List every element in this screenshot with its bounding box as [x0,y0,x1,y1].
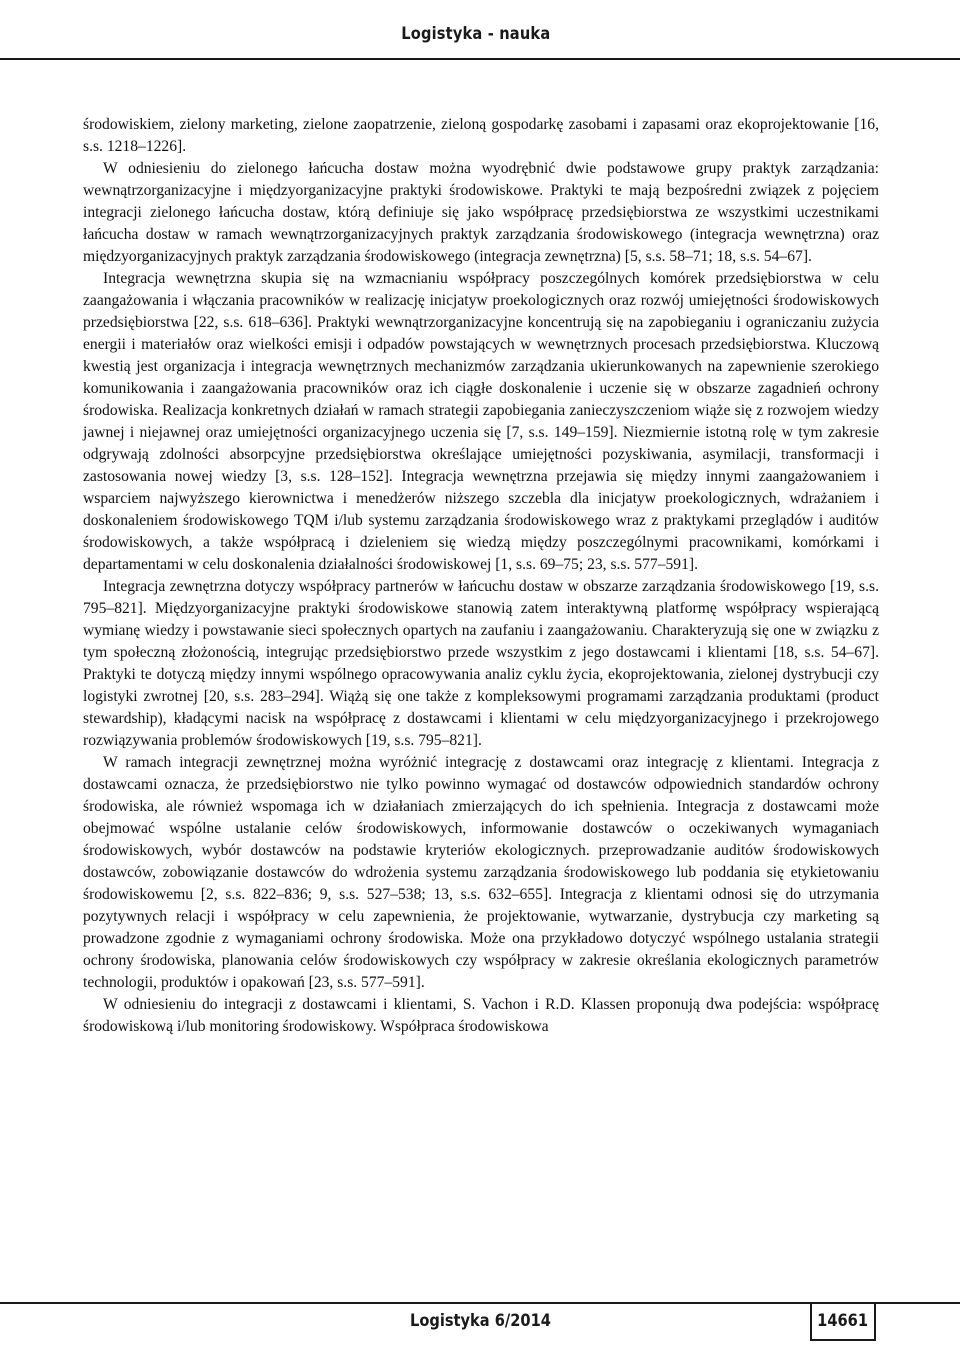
paragraph: W odniesieniu do zielonego łańcucha dostaw można wyodrębnić dwie podstawowe grupy praktyk zarządzania: wewnątrzorganizacyjne i międzyorganizacyjne praktyki środowiskowe. Praktyki te mają bezpośredni związek z pojęciem integracji zielonego łańcucha dostaw, którą definiuje się jako współpracę przedsiębiorstwa ze wszystkimi uczestnikami łańcucha dostaw w ramach wewnątrzorganizacyjnych praktyk zarządzania środowiskowego (integracja wewnętrzna) oraz międzyorganizacyjnych praktyk zarządzania środowiskowego (integracja zewnętrzna) [5, s.s. 58–71; 18, s.s. 54–67]. [83,160,879,265]
page-number: 14661 [817,1311,869,1331]
paragraph: Integracja wewnętrzna skupia się na wzmacnianiu współpracy poszczególnych komórek przedsiębiorstwa w celu zaangażowania i włączania pracowników w realizację inicjatyw proekologicznych oraz rozwój umiejętności środowiskowych przedsiębiorstwa [22, s.s. 618–636]. Praktyki wewnątrzorganizacyjne koncentrują się na zapobieganiu i ograniczaniu zużycia energii i materiałów oraz wielkości emisji i odpadów powstających w wewnętrznych procesach przedsiębiorstwa. Kluczową kwestią jest organizacja i integracja wewnętrznych mechanizmów zarządzania ukierunkowanych na zapewnienie szerokiego komunikowania i zaangażowania pracowników oraz ich ciągłe doskonalenie i uczenie się w obszarze zagadnień ochrony środowiska. Realizacja konkretnych działań w ramach strategii zapobiegania zanieczyszczeniom wiąże się z rozwojem wiedzy jawnej i niejawnej oraz umiejętności organizacyjnego uczenia się [7, s.s. 149–159]. Niezmiernie istotną rolę w tym zakresie odgrywają zdolności absorpcyjne przedsiębiorstwa określające umiejętności pozyskiwania, asymilacji, transformacji i zastosowania nowej wiedzy [3, s.s. 128–152]. Integracja wewnętrzna przejawia się między innymi zaangażowaniem i wsparciem najwyższego kierownictwa i menedżerów niższego szczebla dla inicjatyw proekologicznych, wdrażaniem i doskonaleniem środowiskowego TQM i/lub systemu zarządzania środowiskowego wraz z praktykami przeglądów i auditów środowiskowych, a także współpracą i dzieleniem się wiedzą między poszczególnymi pracownikami, komórkami i departamentami w celu doskonalenia działalności środowiskowej [1, s.s. 69–75; 23, s.s. 577–591]. [83,270,879,573]
footer-journal-issue: Logistyka 6/2014 [410,1311,551,1331]
paragraph: W odniesieniu do integracji z dostawcami i klientami, S. Vachon i R.D. Klassen proponują dwa podejścia: współpracę środowiskową i/lub monitoring środowiskowy. Współpraca środowiskowa [83,996,879,1035]
paragraph: środowiskiem, zielony marketing, zielone zaopatrzenie, zieloną gospodarkę zasobami i zapasami oraz ekoprojektowanie [16, s.s. 1218–1226]. [83,116,879,155]
header-rule [0,58,960,60]
running-header-title: Logistyka - nauka [400,24,550,44]
article-body [83,114,879,1038]
paragraph: Integracja zewnętrzna dotyczy współpracy partnerów w łańcuchu dostaw w obszarze zarządzania środowiskowego [19, s.s. 795–821]. Międzyorganizacyjne praktyki środowiskowe stanowią zatem interaktywną platformę współpracy wspierającą wymianę wiedzy i powstawanie sieci społecznych opartych na zaufaniu i zaangażowaniu. Charakteryzują się one w związku z tym społeczną złożonością, integrując przedsiębiorstwo przede wszystkim z jego dostawcami i klientami [18, s.s. 54–67]. Praktyki te dotyczą między innymi wspólnego opracowywania analiz cyklu życia, ekoprojektowania, zielonej dystrybucji czy logistyki zwrotnej [20, s.s. 283–294]. Wiążą się one także z kompleksowymi programami zarządzania produktami (product stewardship), kładącymi nacisk na współpracę z dostawcami i klientami w celu międzyorganizacyjnego i przekrojowego rozwiązywania problemów środowiskowych [19, s.s. 795–821]. [83,578,879,749]
paragraph: W ramach integracji zewnętrznej można wyróżnić integrację z dostawcami oraz integrację z klientami. Integracja z dostawcami oznacza, że przedsiębiorstwo nie tylko powinno wymagać od dostawców odpowiednich standardów ochrony środowiska, ale również wspomaga ich w działaniach zmierzających do ich spełnienia. Integracja z dostawcami może obejmować wspólne ustalanie celów środowiskowych, informowanie dostawców o oczekiwanych wymaganiach środowiskowych, wybór dostawców na podstawie kryteriów ekologicznych. przeprowadzanie auditów środowiskowych dostawców, zobowiązanie dostawców do wdrożenia systemu zarządzania środowiskowego lub poddania się etykietowaniu środowiskowemu [2, s.s. 822–836; 9, s.s. 527–538; 13, s.s. 632–655]. Integracja z klientami odnosi się do utrzymania pozytywnych relacji i współpracy w celu zapewnienia, że projektowanie, wytwarzanie, dystrybucja czy marketing są prowadzone zgodnie z wymaganiami ochrony środowiska. Może ona przykładowo dotyczyć wspólnego ustalania strategii ochrony środowiska, planowania celów środowiskowych czy współpracy w zakresie określania ekologicznych parametrów technologii, produktów i opakowań [23, s.s. 577–591]. [83,754,879,991]
page-number-box [810,1303,876,1341]
